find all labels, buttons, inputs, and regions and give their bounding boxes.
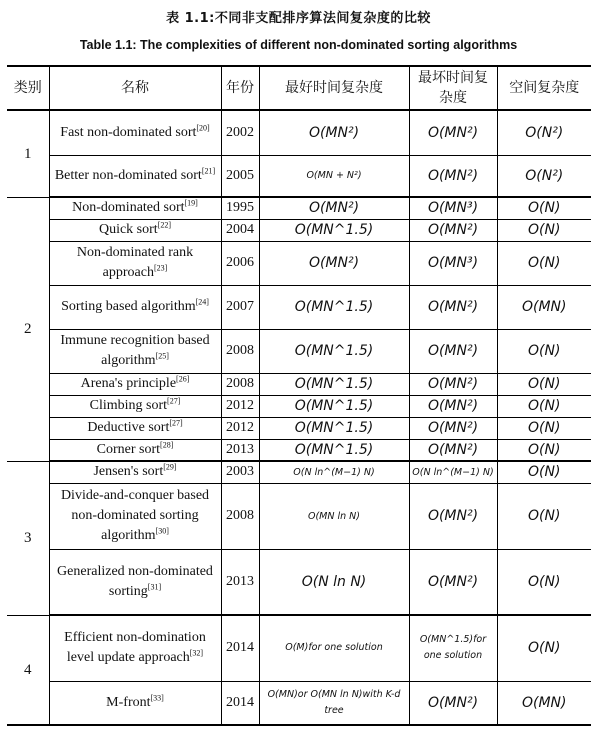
best-complexity: O(MN^1.5) <box>259 373 409 395</box>
category-cell: 4 <box>7 615 49 725</box>
worst-complexity: O(MN²) <box>409 110 497 155</box>
space-complexity: O(N) <box>497 549 591 615</box>
complexity-table <box>7 65 591 726</box>
header-name: 名称 <box>49 66 221 110</box>
year-cell: 2004 <box>221 219 259 241</box>
worst-complexity: O(MN²) <box>409 681 497 725</box>
table-row <box>7 373 591 395</box>
space-complexity: O(N) <box>497 483 591 549</box>
year-cell: 2014 <box>221 681 259 725</box>
space-complexity: O(N) <box>497 439 591 461</box>
worst-complexity: O(N ln^(M−1) N) <box>409 461 497 483</box>
year-cell: 2008 <box>221 329 259 373</box>
algorithm-name: Arena's principle[26] <box>49 373 221 395</box>
year-cell: 2013 <box>221 549 259 615</box>
header-best-time: 最好时间复杂度 <box>259 66 409 110</box>
worst-complexity: O(MN²) <box>409 373 497 395</box>
worst-complexity: O(MN²) <box>409 219 497 241</box>
space-complexity: O(N) <box>497 329 591 373</box>
table-row <box>7 285 591 329</box>
header-space: 空间复杂度 <box>497 66 591 110</box>
year-cell: 2012 <box>221 417 259 439</box>
table-row <box>7 483 591 549</box>
algorithm-name: M-front[33] <box>49 681 221 725</box>
algorithm-name: Generalized non-dominated sorting[31] <box>49 549 221 615</box>
table-title-chinese: 表 1.1:不同非支配排序算法间复杂度的比较 <box>166 11 431 26</box>
best-complexity: O(MN²) <box>259 241 409 285</box>
space-complexity: O(N) <box>497 395 591 417</box>
space-complexity: O(N²) <box>497 155 591 197</box>
header-year: 年份 <box>221 66 259 110</box>
space-complexity: O(N) <box>497 615 591 681</box>
space-complexity: O(N) <box>497 417 591 439</box>
table-header-row <box>7 66 591 110</box>
best-complexity: O(MN + N²) <box>259 155 409 197</box>
space-complexity: O(N) <box>497 373 591 395</box>
best-complexity: O(M)for one solution <box>259 615 409 681</box>
worst-complexity: O(MN³) <box>409 241 497 285</box>
table-row <box>7 439 591 461</box>
worst-complexity: O(MN²) <box>409 439 497 461</box>
year-cell: 1995 <box>221 197 259 219</box>
table-row <box>7 417 591 439</box>
year-cell: 2002 <box>221 110 259 155</box>
year-cell: 2013 <box>221 439 259 461</box>
header-worst-time: 最坏时间复杂度 <box>409 66 497 110</box>
category-cell: 1 <box>7 110 49 197</box>
table-row <box>7 241 591 285</box>
year-cell: 2003 <box>221 461 259 483</box>
algorithm-name: Non-dominated rank approach[23] <box>49 241 221 285</box>
worst-complexity: O(MN²) <box>409 417 497 439</box>
category-cell: 3 <box>7 461 49 615</box>
worst-complexity: O(MN²) <box>409 483 497 549</box>
best-complexity: O(MN)or O(MN ln N)with K-d tree <box>259 681 409 725</box>
header-category: 类别 <box>7 66 49 110</box>
worst-complexity: O(MN^1.5)for one solution <box>409 615 497 681</box>
table-row <box>7 329 591 373</box>
table-row <box>7 155 591 197</box>
worst-complexity: O(MN²) <box>409 285 497 329</box>
best-complexity: O(MN^1.5) <box>259 219 409 241</box>
best-complexity: O(MN²) <box>259 197 409 219</box>
best-complexity: O(MN^1.5) <box>259 285 409 329</box>
table-row <box>7 110 591 155</box>
algorithm-name: Climbing sort[27] <box>49 395 221 417</box>
best-complexity: O(N ln N) <box>259 549 409 615</box>
algorithm-name: Quick sort[22] <box>49 219 221 241</box>
year-cell: 2014 <box>221 615 259 681</box>
table-row <box>7 219 591 241</box>
worst-complexity: O(MN²) <box>409 155 497 197</box>
worst-complexity: O(MN²) <box>409 329 497 373</box>
year-cell: 2008 <box>221 373 259 395</box>
space-complexity: O(N) <box>497 197 591 219</box>
best-complexity: O(N ln^(M−1) N) <box>259 461 409 483</box>
best-complexity: O(MN²) <box>259 110 409 155</box>
space-complexity: O(N) <box>497 219 591 241</box>
space-complexity: O(MN) <box>497 285 591 329</box>
worst-complexity: O(MN³) <box>409 197 497 219</box>
algorithm-name: Immune recognition based algorithm[25] <box>49 329 221 373</box>
category-cell: 2 <box>7 197 49 461</box>
space-complexity: O(N²) <box>497 110 591 155</box>
year-cell: 2007 <box>221 285 259 329</box>
algorithm-name: Corner sort[28] <box>49 439 221 461</box>
table-row <box>7 395 591 417</box>
algorithm-name: Deductive sort[27] <box>49 417 221 439</box>
best-complexity: O(MN^1.5) <box>259 329 409 373</box>
year-cell: 2008 <box>221 483 259 549</box>
table-row <box>7 197 591 219</box>
algorithm-name: Jensen's sort[29] <box>49 461 221 483</box>
worst-complexity: O(MN²) <box>409 395 497 417</box>
table-title-english: Table 1.1: The complexities of different non-dominated sorting algorithms <box>79 38 518 52</box>
algorithm-name: Sorting based algorithm[24] <box>49 285 221 329</box>
space-complexity: O(N) <box>497 461 591 483</box>
algorithm-name: Non-dominated sort[19] <box>49 197 221 219</box>
table-row <box>7 681 591 725</box>
year-cell: 2006 <box>221 241 259 285</box>
algorithm-name: Better non-dominated sort[21] <box>49 155 221 197</box>
best-complexity: O(MN^1.5) <box>259 439 409 461</box>
table-row <box>7 549 591 615</box>
algorithm-name: Divide-and-conquer based non-dominated sorting algorithm[30] <box>49 483 221 549</box>
best-complexity: O(MN^1.5) <box>259 417 409 439</box>
space-complexity: O(MN) <box>497 681 591 725</box>
year-cell: 2012 <box>221 395 259 417</box>
algorithm-name: Fast non-dominated sort[20] <box>49 110 221 155</box>
best-complexity: O(MN^1.5) <box>259 395 409 417</box>
year-cell: 2005 <box>221 155 259 197</box>
table-row <box>7 461 591 483</box>
best-complexity: O(MN ln N) <box>259 483 409 549</box>
space-complexity: O(N) <box>497 241 591 285</box>
worst-complexity: O(MN²) <box>409 549 497 615</box>
algorithm-name: Efficient non-domination level update approach[32] <box>49 615 221 681</box>
table-row <box>7 615 591 681</box>
